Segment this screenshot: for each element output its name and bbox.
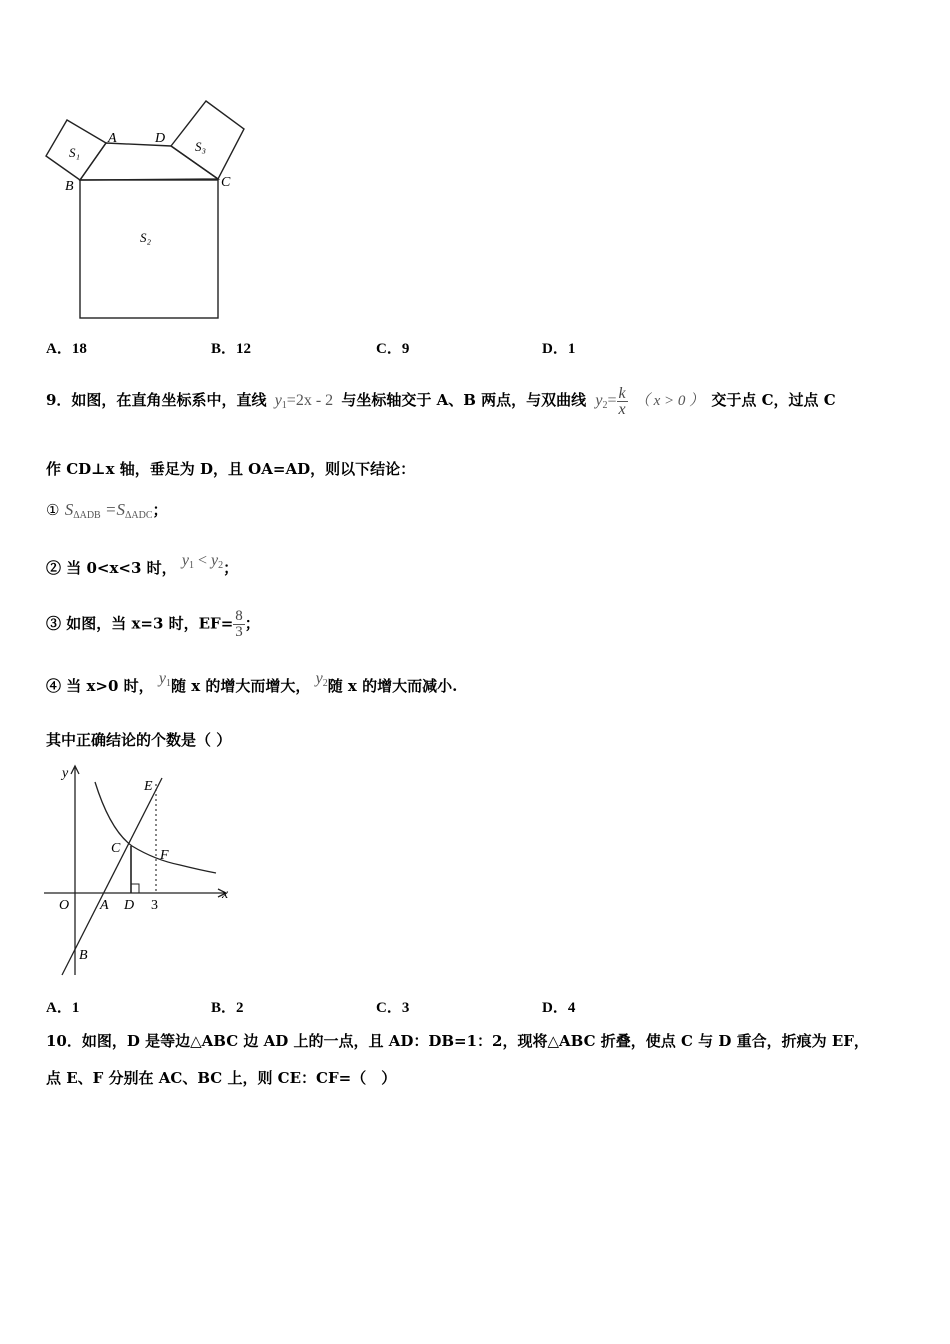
q9-statement-2: ② 当 0<x<3 时， $y_1 < y_2$； xyxy=(46,552,239,577)
q9-option-c: C．3 xyxy=(376,1000,410,1016)
q8-option-d: D．1 xyxy=(542,341,576,357)
q10-line-2: 点 E、F 分别在 AC、BC 上，则 CE：CF=（ ） xyxy=(46,1069,397,1087)
figure-q8-squares xyxy=(40,95,255,330)
label-3: 3 xyxy=(151,898,158,913)
q9-hyperbola-equation: $y_2=$ $\frac{k}{x}$ xyxy=(595,385,626,418)
q9-option-a: A．1 xyxy=(46,1000,80,1016)
label-b: B xyxy=(79,948,88,963)
label-d: D xyxy=(155,131,166,146)
label-x: x xyxy=(222,887,229,902)
q9-question: 其中正确结论的个数是（ ） xyxy=(46,731,232,749)
q8-option-c: C．9 xyxy=(376,341,410,357)
label-c: C xyxy=(221,175,231,190)
label-c: C xyxy=(111,841,121,856)
label-f: F xyxy=(160,848,169,863)
q10-line-1: 10．如图，D 是等边△ABC 边 AD 上的一点，且 AD：DB=1：2，现将△ABC 折叠，使点 C 与 D 重合，折痕为 EF， xyxy=(46,1032,869,1050)
label-y: y xyxy=(62,766,69,781)
q9-option-d: D．4 xyxy=(542,1000,576,1016)
label-b: B xyxy=(65,179,74,194)
label-a: A xyxy=(100,898,109,913)
q9-end: 交于点 C，过点 C xyxy=(711,391,836,410)
q9-line-equation: $y_1=2x - 2$ xyxy=(274,392,334,412)
label-e: E xyxy=(144,779,153,794)
figure-q9-graph xyxy=(40,760,240,980)
label-a: A xyxy=(108,131,117,146)
label-s2: S₂ xyxy=(140,230,152,245)
line-y1 xyxy=(62,778,162,975)
q9-statement-4: ④ 当 x>0 时， $y_1$随 x 的增大而增大， $y_2$随 x 的增大而减小. xyxy=(46,670,458,695)
q9-mid: 与坐标轴交于 A、B 两点，与双曲线 xyxy=(341,391,587,410)
q9-line-2: 作 CD⊥x 轴，垂足为 D，且 OA=AD，则以下结论： xyxy=(46,460,416,478)
label-d: D xyxy=(124,898,135,913)
q8-option-b: B．12 xyxy=(211,341,252,357)
label-o: O xyxy=(59,898,70,913)
q9-line-1 xyxy=(46,386,836,417)
q9-statement-3: ③ 如图，当 x=3 时，EF= $\frac{8}{3}$ ； xyxy=(46,608,260,640)
square-s3 xyxy=(171,101,244,179)
q9-intro: 9．如图，在直角坐标系中，直线 xyxy=(46,391,267,410)
q9-condition: （ x > 0 ） xyxy=(634,393,705,410)
square-s2 xyxy=(80,180,218,318)
right-angle-mark xyxy=(131,884,139,893)
label-s3: S₃ xyxy=(195,139,207,154)
q8-option-a: A．18 xyxy=(46,341,87,357)
q9-statement-1: ① $S_{\Delta ADB} =S_{\Delta ADC}$； xyxy=(46,500,168,521)
q9-option-b: B．2 xyxy=(211,1000,244,1016)
label-s1: S₁ xyxy=(69,145,81,160)
